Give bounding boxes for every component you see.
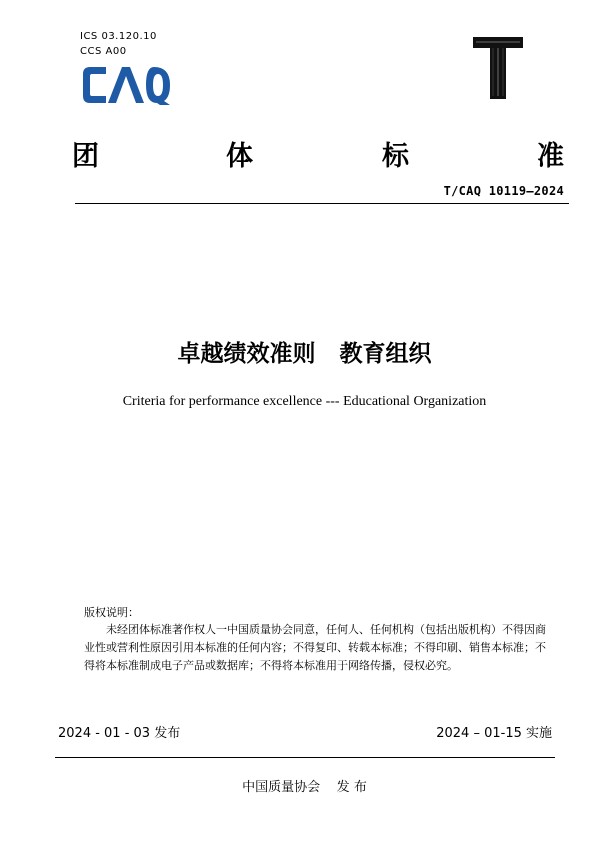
title-chinese: 卓越绩效准则 教育组织 — [177, 341, 432, 367]
copyright-heading: 版权说明： — [84, 606, 139, 619]
implement-date: 2024 – 01-15 实施 — [436, 726, 552, 741]
category-char-3: 标 — [382, 141, 409, 172]
category-char-4: 准 — [537, 141, 564, 172]
caq-logo — [80, 64, 172, 106]
ccs-code: CCS A00 — [80, 46, 127, 57]
category-char-1: 团 — [72, 141, 99, 172]
category-char-2: 体 — [226, 141, 253, 172]
footer-divider — [55, 757, 555, 758]
standard-type-letter-T — [472, 36, 524, 100]
ics-code: ICS 03.120.10 — [80, 31, 157, 42]
title-english: Criteria for performance excellence --- Educational Organization — [122, 394, 487, 409]
header-divider — [75, 203, 569, 204]
copyright-body: 未经团体标准著作权人一中国质量协会同意，任何人、任何机构（包括出版机构）不得因商业性或营利性原因引用本标准的任何内容；不得复印、转载本标准；不得印刷、销售本标准；不得将本标准制成电子产品或数据库；不得将本标准用于网络传播，侵权必究。 — [84, 623, 546, 672]
publish-date: 2024 - 01 - 03 发布 — [58, 726, 181, 741]
standard-number: T/CAQ 10119—2024 — [443, 184, 564, 198]
publisher: 中国质量协会 发 布 — [242, 780, 367, 795]
